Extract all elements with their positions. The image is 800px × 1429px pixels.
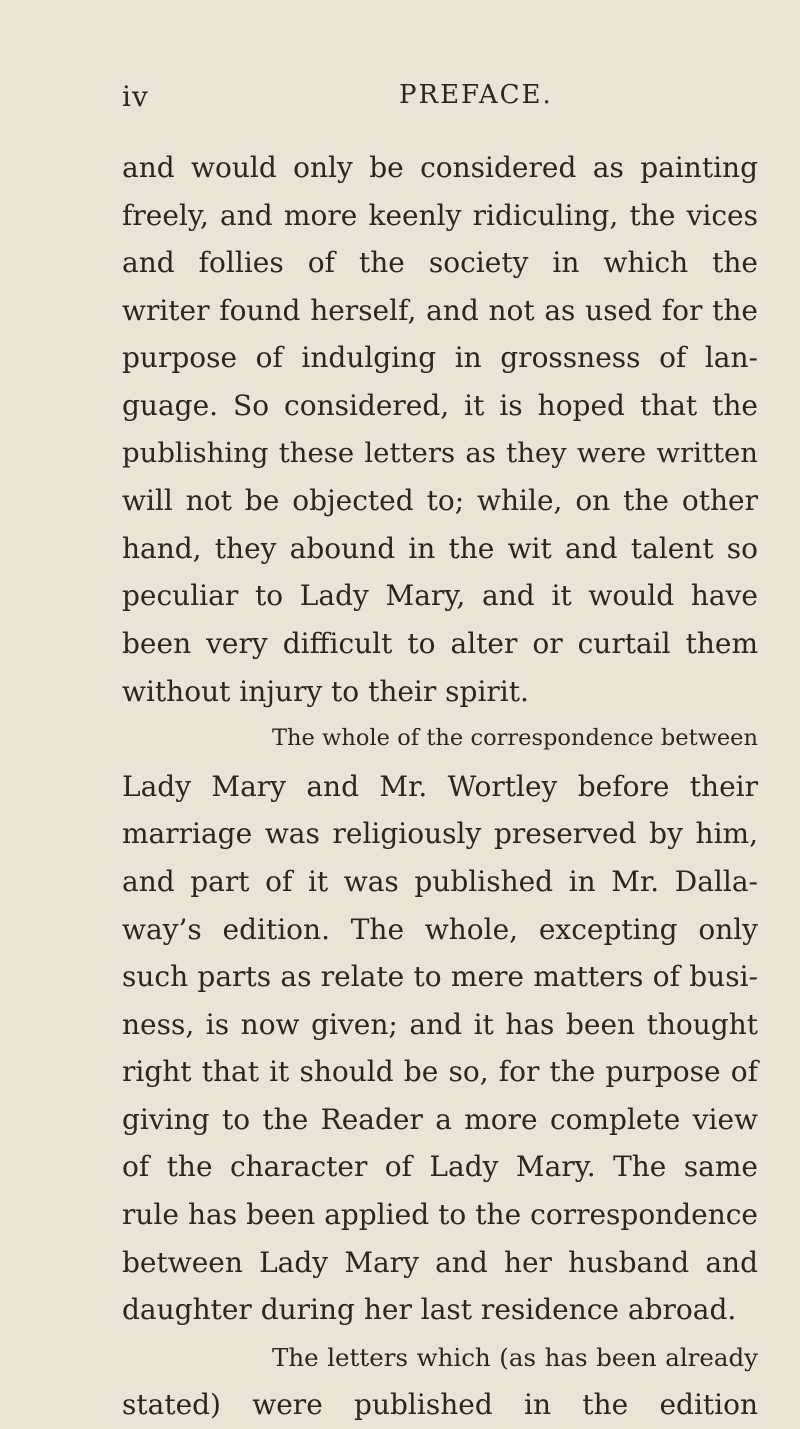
text-line: guage. So considered, it is hoped that the <box>122 388 758 422</box>
text-line: will not be objected to; while, on the other <box>122 484 758 518</box>
text-line: peculiar to Lady Mary, and it would have <box>122 579 758 613</box>
page-number: iv <box>122 80 149 113</box>
text-line: writer found herself, and not as used for the <box>122 293 758 327</box>
text-line: The whole of the correspondence between <box>272 725 758 752</box>
text-line: giving to the Reader a more complete view <box>122 1102 758 1136</box>
text-line: rule has been applied to the correspondence <box>122 1198 758 1232</box>
text-line: been very difficult to alter or curtail them <box>122 626 758 660</box>
text-line: and part of it was published in Mr. Dalla- <box>122 864 758 898</box>
running-title: PREFACE. <box>399 80 553 110</box>
text-line: and would only be considered as painting <box>122 151 758 184</box>
text-line: ness, is now given; and it has been thought <box>122 1007 758 1041</box>
text-line: daughter during her last residence abroad. <box>122 1293 737 1327</box>
text-line: hand, they abound in the wit and talent so <box>122 531 758 565</box>
text-line: way’s edition. The whole, excepting only <box>122 912 758 946</box>
text-line: publishing these letters as they were written <box>122 436 758 469</box>
text-line: marriage was religiously preserved by him, <box>122 817 758 851</box>
text-line: between Lady Mary and her husband and <box>122 1245 758 1279</box>
text-line: The letters which (as has been already <box>272 1342 758 1372</box>
text-line: of the character of Lady Mary. The same <box>122 1150 758 1184</box>
text-line: freely, and more keenly ridiculing, the vices <box>122 198 758 232</box>
text-line: such parts as relate to mere matters of busi- <box>122 960 758 994</box>
text-line: without injury to their spirit. <box>122 674 529 708</box>
body-text <box>122 144 758 1429</box>
text-line: stated) were published in the edition <box>122 1388 758 1422</box>
text-line: and follies of the society in which the <box>122 246 758 280</box>
text-line: Lady Mary and Mr. Wortley before their <box>122 769 758 803</box>
running-head <box>122 80 758 120</box>
text-line: purpose of indulging in grossness of lan- <box>122 341 758 375</box>
text-line: right that it should be so, for the purpose of <box>122 1055 758 1089</box>
